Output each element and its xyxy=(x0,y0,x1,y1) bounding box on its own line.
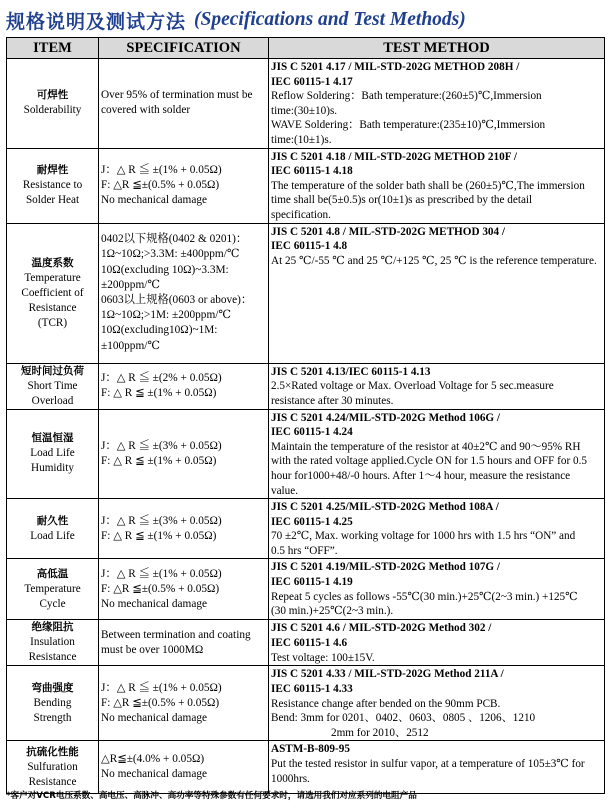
table-row xyxy=(7,59,605,149)
item-english: Short Time xyxy=(27,379,78,392)
test-description: Bend: 3mm for 0201、0402、0603、0805 、1206、1210 xyxy=(271,712,536,725)
test-description: time:(30±10)s. xyxy=(271,104,338,117)
item-english: Load Life xyxy=(30,447,75,460)
header-item: ITEM xyxy=(7,38,99,59)
item-cell xyxy=(7,559,99,620)
item-chinese: 可焊性 xyxy=(36,89,69,102)
specification-cell xyxy=(99,666,269,741)
test-method-cell xyxy=(269,409,605,499)
test-description: hour for1000+48/-0 hours. After 1～4 hour, measure the resistance xyxy=(271,469,571,482)
spec-line: J：△ R ≦ ±(1% + 0.05Ω) xyxy=(101,163,222,176)
test-method-cell xyxy=(269,59,605,149)
test-standard: IEC 60115-1 4.17 xyxy=(271,75,353,88)
item-cell xyxy=(7,620,99,666)
test-description: Put the tested resistor in sulfur vapor, at a temperature of 105±3℃ for xyxy=(271,758,585,771)
item-english: Resistance xyxy=(28,651,77,664)
table-row xyxy=(7,148,605,223)
item-english: Resistance to xyxy=(22,179,83,192)
item-chinese: 高低温 xyxy=(36,567,69,580)
spec-line: must be over 1000MΩ xyxy=(101,643,204,656)
test-method-cell xyxy=(269,620,605,666)
test-description: Repeat 5 cycles as follows -55℃(30 min.)+25℃(2~3 min.) +125℃ xyxy=(271,590,578,603)
spec-line: F: △R ≦±(0.5% + 0.05Ω) xyxy=(101,582,220,595)
item-english: Bending xyxy=(33,696,72,709)
specification-cell xyxy=(99,499,269,559)
item-chinese: 耐焊性 xyxy=(36,164,69,177)
item-english: Temperature xyxy=(24,271,81,284)
header-specification: SPECIFICATION xyxy=(99,38,269,59)
test-description: 1000hrs. xyxy=(271,772,310,785)
test-standard: JIS C 5201 4.24/MIL-STD-202G Method 106G / xyxy=(271,411,501,424)
specification-cell xyxy=(99,559,269,620)
test-method-cell xyxy=(269,363,605,409)
item-english: Humidity xyxy=(31,462,74,475)
footer-note: *客户对VCR电压系数、高电压、高脉冲、高功率等特殊参数有任何要求时，请选用我们对应系列的电阻产品 xyxy=(6,791,417,801)
page-title xyxy=(6,3,606,37)
item-chinese: 绝缘阻抗 xyxy=(31,621,74,634)
item-english: Solder Heat xyxy=(25,194,80,207)
spec-table xyxy=(6,37,605,794)
specification-cell xyxy=(99,148,269,223)
test-method-cell xyxy=(269,741,605,794)
test-method-cell xyxy=(269,148,605,223)
test-standard: JIS C 5201 4.18 / MIL-STD-202G METHOD 210F / xyxy=(271,150,518,163)
spec-line: J：△ R ≦ ±(3% + 0.05Ω) xyxy=(101,439,222,452)
test-description: time shall be(5±0.5)s or(10±1)s as prescribed by the detail xyxy=(271,194,533,207)
test-description: 2.5×Rated voltage or Max. Overload Voltage for 5 sec.measure xyxy=(271,380,554,393)
specification-cell xyxy=(99,741,269,794)
specification-cell xyxy=(99,223,269,363)
specification-cell xyxy=(99,409,269,499)
item-english: Insulation xyxy=(30,636,75,649)
header-test-method: TEST METHOD xyxy=(269,38,605,59)
item-cell xyxy=(7,363,99,409)
spec-line: J：△ R ≦ ±(1% + 0.05Ω) xyxy=(101,681,222,694)
item-cell xyxy=(7,59,99,149)
item-chinese: 抗硫化性能 xyxy=(26,745,79,758)
item-english: Strength xyxy=(33,711,72,724)
specification-cell xyxy=(99,363,269,409)
item-cell xyxy=(7,499,99,559)
specification-cell xyxy=(99,59,269,149)
spec-line: △R≦±(4.0% + 0.05Ω) xyxy=(101,753,205,766)
item-english: Sulfuration xyxy=(27,760,78,773)
item-english: Resistance xyxy=(28,775,77,788)
spec-line: Over 95% of termination must be xyxy=(101,89,253,102)
title-english: (Specifications and Test Methods) xyxy=(194,9,466,30)
title-chinese: 规格说明及测试方法 xyxy=(6,10,187,33)
table-row xyxy=(7,499,605,559)
test-description: specification. xyxy=(271,208,331,221)
item-chinese: 恒温恒湿 xyxy=(31,432,74,445)
table-row xyxy=(7,223,605,363)
item-cell xyxy=(7,223,99,363)
table-row xyxy=(7,363,605,409)
test-method-cell xyxy=(269,223,605,363)
test-standard: JIS C 5201 4.33 / MIL-STD-202G Method 211A / xyxy=(271,668,504,681)
test-standard: JIS C 5201 4.13/IEC 60115-1 4.13 xyxy=(271,365,431,378)
test-method-cell xyxy=(269,666,605,741)
table-row xyxy=(7,409,605,499)
test-description: time:(10±1)s. xyxy=(271,133,332,146)
spec-line: ±100ppm/℃ xyxy=(101,339,161,352)
spec-line: J：△ R ≦ ±(3% + 0.05Ω) xyxy=(101,514,222,527)
spec-line: 0603以上规格(0603 or above)： xyxy=(101,294,253,307)
test-description: resistance after 30 minutes. xyxy=(271,394,394,407)
test-description: 70 ±2℃, Max. working voltage for 1000 hrs with 1.5 hrs “ON” and xyxy=(271,530,576,543)
test-description: Resistance change after bended on the 90mm PCB. xyxy=(271,697,501,710)
test-description: Test voltage: 100±15V. xyxy=(271,651,375,664)
item-cell xyxy=(7,148,99,223)
item-english: Resistance xyxy=(28,301,77,314)
spec-line: No mechanical damage xyxy=(101,768,208,781)
spec-line: J：△ R ≦ ±(2% + 0.05Ω) xyxy=(101,371,222,384)
test-description: The temperature of the solder bath shall be (260±5)℃,The immersion xyxy=(271,179,585,192)
test-standard: IEC 60115-1 4.8 xyxy=(271,240,348,253)
test-standard: JIS C 5201 4.6 / MIL-STD-202G Method 302 / xyxy=(271,622,492,635)
test-standard: JIS C 5201 4.25/MIL-STD-202G Method 108A / xyxy=(271,501,499,514)
item-english: Cycle xyxy=(39,597,66,610)
table-row xyxy=(7,620,605,666)
test-description: At 25 ℃/-55 ℃ and 25 ℃/+125 ℃, 25 ℃ is the reference temperature. xyxy=(271,254,597,267)
test-method-cell xyxy=(269,499,605,559)
spec-line: F: △ R ≦ ±(1% + 0.05Ω) xyxy=(101,529,217,542)
test-description: value. xyxy=(271,484,299,497)
test-standard: JIS C 5201 4.17 / MIL-STD-202G METHOD 208H / xyxy=(271,61,520,73)
test-standard: IEC 60115-1 4.19 xyxy=(271,576,353,589)
test-standard: IEC 60115-1 4.18 xyxy=(271,165,353,178)
spec-line: 1Ω~10Ω;>3.3M: ±400ppm/℃ xyxy=(101,248,240,261)
spec-line: J：△ R ≦ ±(1% + 0.05Ω) xyxy=(101,567,222,580)
item-english: (TCR) xyxy=(37,316,68,329)
test-standard: IEC 60115-1 4.6 xyxy=(271,637,348,650)
spec-line: F: △R ≦±(0.5% + 0.05Ω) xyxy=(101,178,220,191)
test-standard: IEC 60115-1 4.24 xyxy=(271,426,353,439)
item-chinese: 弯曲强度 xyxy=(31,681,74,694)
spec-line: No mechanical damage xyxy=(101,598,208,611)
spec-line: F: △R ≦±(0.5% + 0.05Ω) xyxy=(101,696,220,709)
spec-line: 10Ω(excluding10Ω)~1M: xyxy=(101,324,218,337)
item-cell xyxy=(7,666,99,741)
test-standard: IEC 60115-1 4.25 xyxy=(271,515,353,528)
test-standard: IEC 60115-1 4.33 xyxy=(271,683,353,696)
test-standard: JIS C 5201 4.8 / MIL-STD-202G METHOD 304 / xyxy=(271,225,506,238)
item-english: Load Life xyxy=(30,529,75,542)
item-english: Temperature xyxy=(24,582,81,595)
spec-line: F: △ R ≦ ±(1% + 0.05Ω) xyxy=(101,387,217,400)
spec-line: 0402以下规格(0402 & 0201)： xyxy=(101,233,248,246)
item-english: Overload xyxy=(31,394,74,407)
test-description: WAVE Soldering：Bath temperature:(235±10)℃,Immersion xyxy=(271,119,546,132)
spec-line: No mechanical damage xyxy=(101,194,208,207)
item-english: Coefficient of xyxy=(21,286,84,299)
table-row xyxy=(7,666,605,741)
spec-line: 1Ω~10Ω;>1M: ±200ppm/℃ xyxy=(101,309,232,322)
item-cell xyxy=(7,741,99,794)
spec-line: Between termination and coating xyxy=(101,628,251,641)
test-standard: ASTM-B-809-95 xyxy=(271,743,350,756)
specification-cell xyxy=(99,620,269,666)
item-chinese: 短时间过负荷 xyxy=(21,364,84,377)
item-english: Solderability xyxy=(23,104,82,117)
spec-line: covered with solder xyxy=(101,104,191,117)
test-description: Reflow Soldering：Bath temperature:(260±5)℃,Immersion xyxy=(271,90,542,103)
test-method-cell xyxy=(269,559,605,620)
spec-line: ±200ppm/℃ xyxy=(101,278,161,291)
item-chinese: 温度系数 xyxy=(31,256,74,269)
item-chinese: 耐久性 xyxy=(36,514,69,527)
item-cell xyxy=(7,409,99,499)
test-description: (30 min.)+25℃(2~3 min.). xyxy=(271,605,394,618)
spec-line: No mechanical damage xyxy=(101,712,208,725)
test-description: 2mm for 2010、2512 xyxy=(331,726,429,739)
test-standard: JIS C 5201 4.19/MIL-STD-202G Method 107G / xyxy=(271,561,501,574)
test-description: Maintain the temperature of the resistor at 40±2℃ and 90～95% RH xyxy=(271,440,581,453)
table-row xyxy=(7,559,605,620)
test-description: 0.5 hrs “OFF”. xyxy=(271,544,338,557)
test-description: with the rated voltage applied.Cycle ON for 1.5 hours and OFF for 0.5 xyxy=(271,455,587,468)
spec-line: 10Ω(excluding 10Ω)~3.3M: xyxy=(101,263,229,276)
spec-line: F: △ R ≦ ±(1% + 0.05Ω) xyxy=(101,454,217,467)
table-header-row xyxy=(7,38,605,59)
table-row xyxy=(7,741,605,794)
